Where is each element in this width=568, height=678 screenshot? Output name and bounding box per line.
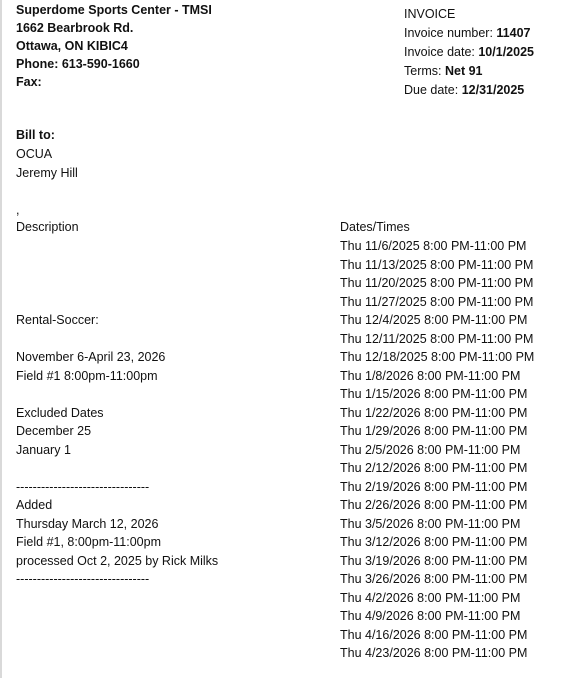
description-line: [16, 330, 218, 349]
description-line: Rental-Soccer:: [16, 313, 99, 327]
date-time-row: Thu 11/6/2025 8:00 PM-11:00 PM: [340, 239, 527, 253]
date-time-row: Thu 12/11/2025 8:00 PM-11:00 PM: [340, 331, 534, 346]
bill-to-org: OCUA: [16, 147, 53, 161]
date-time-row: Thu 11/20/2025 8:00 PM-11:00 PM: [340, 276, 534, 290]
date-time-row: Thu 2/12/2026 8:00 PM-11:00 PM: [340, 461, 528, 475]
description-line: January 1: [16, 442, 71, 457]
company-fax: Fax:: [16, 75, 42, 89]
date-time-row: Thu 2/19/2026 8:00 PM-11:00 PM: [340, 479, 528, 494]
dates-list: [340, 237, 534, 663]
description-line: December 25: [16, 424, 92, 438]
due-date: 12/31/2025: [461, 83, 525, 97]
company-address: 1662 Bearbrook Rd.: [16, 21, 134, 35]
description-header: Description: [16, 220, 79, 234]
dates-times-header: Dates/Times: [340, 220, 410, 234]
company-city: Ottawa, ON KIBIC4: [16, 39, 128, 53]
date-time-row: Thu 4/23/2026 8:00 PM-11:00 PM: [340, 646, 528, 660]
date-time-row: Thu 1/15/2026 8:00 PM-11:00 PM: [340, 387, 528, 401]
bill-to-extra: ,: [16, 203, 20, 217]
date-time-row: Thu 4/2/2026 8:00 PM-11:00 PM: [340, 590, 521, 605]
company-block: [16, 1, 212, 91]
invoice-number-label: Invoice number:: [404, 26, 497, 40]
date-time-row: Thu 1/8/2026 8:00 PM-11:00 PM: [340, 368, 521, 383]
description-line: --------------------------------: [16, 572, 150, 586]
invoice-date: 10/1/2025: [478, 45, 534, 59]
description-line: Field #1 8:00pm-11:00pm: [16, 368, 158, 383]
date-time-row: Thu 12/18/2025 8:00 PM-11:00 PM: [340, 350, 535, 364]
date-time-row: Thu 11/13/2025 8:00 PM-11:00 PM: [340, 257, 534, 272]
company-name: Superdome Sports Center - TMSI: [16, 3, 212, 17]
date-time-row: Thu 11/27/2025 8:00 PM-11:00 PM: [340, 294, 534, 309]
page-left-border: [0, 0, 2, 678]
date-time-row: Thu 4/9/2026 8:00 PM-11:00 PM: [340, 609, 521, 623]
date-time-row: Thu 3/5/2026 8:00 PM-11:00 PM: [340, 516, 521, 531]
date-time-row: Thu 1/22/2026 8:00 PM-11:00 PM: [340, 405, 528, 420]
invoice-info-block: [404, 5, 534, 100]
date-time-row: Thu 1/29/2026 8:00 PM-11:00 PM: [340, 424, 528, 438]
description-line: Thursday March 12, 2026: [16, 516, 159, 531]
terms-label: Terms:: [404, 64, 445, 78]
company-phone: Phone: 613-590-1660: [16, 57, 140, 71]
description-line: Added: [16, 498, 53, 512]
description-list: [16, 311, 218, 589]
date-time-row: Thu 2/26/2026 8:00 PM-11:00 PM: [340, 498, 528, 512]
due-date-label: Due date:: [404, 83, 462, 97]
date-time-row: Thu 3/26/2026 8:00 PM-11:00 PM: [340, 572, 528, 586]
description-line: Field #1, 8:00pm-11:00pm: [16, 535, 161, 549]
invoice-title: INVOICE: [404, 7, 456, 21]
date-time-row: Thu 4/16/2026 8:00 PM-11:00 PM: [340, 627, 528, 642]
bill-to-block: [16, 126, 78, 220]
bill-to-label: Bill to:: [16, 128, 55, 142]
invoice-date-label: Invoice date:: [404, 45, 479, 59]
date-time-row: Thu 2/5/2026 8:00 PM-11:00 PM: [340, 442, 521, 457]
invoice-number-row: [404, 24, 534, 43]
bill-to-contact: Jeremy Hill: [16, 166, 78, 180]
terms-value: Net 91: [444, 64, 483, 78]
description-line: [16, 459, 218, 478]
description-line: [16, 385, 218, 404]
date-time-row: Thu 3/19/2026 8:00 PM-11:00 PM: [340, 553, 528, 568]
terms-row: [404, 62, 534, 81]
description-line: processed Oct 2, 2025 by Rick Milks: [16, 553, 219, 568]
date-time-row: Thu 3/12/2026 8:00 PM-11:00 PM: [340, 535, 528, 549]
date-time-row: Thu 12/4/2025 8:00 PM-11:00 PM: [340, 313, 528, 327]
invoice-date-row: [404, 43, 534, 62]
description-line: Excluded Dates: [16, 405, 104, 420]
description-line: --------------------------------: [16, 479, 150, 494]
description-line: November 6-April 23, 2026: [16, 350, 166, 364]
due-date-row: [404, 81, 534, 100]
invoice-number: 11407: [496, 26, 531, 40]
